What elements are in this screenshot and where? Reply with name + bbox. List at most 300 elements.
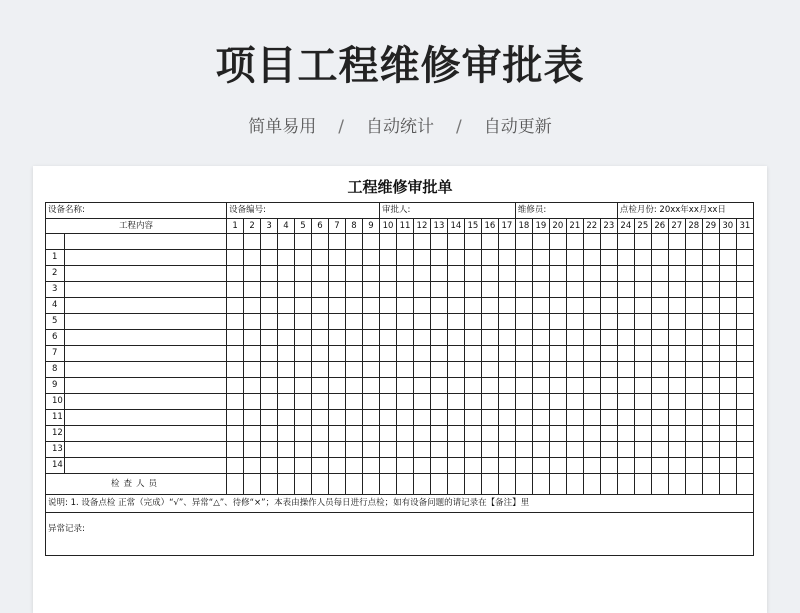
item-8-day-7[interactable]	[328, 362, 345, 378]
item-12-day-10[interactable]	[380, 426, 397, 442]
item-12-day-2[interactable]	[244, 426, 261, 442]
item-14-day-17[interactable]	[498, 458, 515, 474]
abnormal-record-field[interactable]: 异常记录:	[46, 513, 754, 556]
item-11-day-23[interactable]	[600, 410, 617, 426]
item-5-day-26[interactable]	[651, 314, 668, 330]
item-14-day-10[interactable]	[380, 458, 397, 474]
inspector-day-29[interactable]	[702, 474, 719, 495]
item-10-day-5[interactable]	[295, 394, 312, 410]
item-8-day-11[interactable]	[396, 362, 413, 378]
item-11-day-13[interactable]	[430, 410, 447, 426]
item-9-day-8[interactable]	[345, 378, 362, 394]
blank-day-31[interactable]	[736, 234, 753, 250]
item-12-day-16[interactable]	[481, 426, 498, 442]
item-6-day-13[interactable]	[430, 330, 447, 346]
item-9-day-21[interactable]	[566, 378, 583, 394]
item-10-day-9[interactable]	[362, 394, 379, 410]
item-9-day-25[interactable]	[634, 378, 651, 394]
item-11-day-9[interactable]	[362, 410, 379, 426]
item-8-day-21[interactable]	[566, 362, 583, 378]
item-2-day-21[interactable]	[566, 266, 583, 282]
item-11-day-2[interactable]	[244, 410, 261, 426]
item-3-day-30[interactable]	[719, 282, 736, 298]
item-7-day-4[interactable]	[278, 346, 295, 362]
item-1-day-26[interactable]	[651, 250, 668, 266]
item-5-day-15[interactable]	[464, 314, 481, 330]
item-13-day-27[interactable]	[668, 442, 685, 458]
item-7-day-12[interactable]	[413, 346, 430, 362]
item-10-day-16[interactable]	[481, 394, 498, 410]
item-1-day-7[interactable]	[328, 250, 345, 266]
item-7-day-9[interactable]	[362, 346, 379, 362]
item-8-day-17[interactable]	[498, 362, 515, 378]
item-3-day-27[interactable]	[668, 282, 685, 298]
item-13-day-18[interactable]	[515, 442, 532, 458]
item-11-day-6[interactable]	[311, 410, 328, 426]
item-6-day-3[interactable]	[261, 330, 278, 346]
item-11-day-15[interactable]	[464, 410, 481, 426]
item-5-day-9[interactable]	[362, 314, 379, 330]
item-8-day-26[interactable]	[651, 362, 668, 378]
item-9-day-18[interactable]	[515, 378, 532, 394]
item-5-day-2[interactable]	[244, 314, 261, 330]
item-6-day-17[interactable]	[498, 330, 515, 346]
inspector-day-4[interactable]	[278, 474, 295, 495]
item-11-day-27[interactable]	[668, 410, 685, 426]
item-1-day-11[interactable]	[396, 250, 413, 266]
item-8-day-24[interactable]	[617, 362, 634, 378]
item-7-day-14[interactable]	[447, 346, 464, 362]
item-9-day-29[interactable]	[702, 378, 719, 394]
item-6-day-20[interactable]	[549, 330, 566, 346]
item-13-day-4[interactable]	[278, 442, 295, 458]
item-5-day-6[interactable]	[311, 314, 328, 330]
item-10-day-24[interactable]	[617, 394, 634, 410]
item-14-day-14[interactable]	[447, 458, 464, 474]
item-11-day-5[interactable]	[295, 410, 312, 426]
item-14-day-26[interactable]	[651, 458, 668, 474]
item-4-day-28[interactable]	[685, 298, 702, 314]
blank-day-29[interactable]	[702, 234, 719, 250]
item-1-day-22[interactable]	[583, 250, 600, 266]
item-5-day-30[interactable]	[719, 314, 736, 330]
item-6-day-16[interactable]	[481, 330, 498, 346]
item-11-day-26[interactable]	[651, 410, 668, 426]
item-1-day-8[interactable]	[345, 250, 362, 266]
item-13-day-10[interactable]	[380, 442, 397, 458]
item-11-day-30[interactable]	[719, 410, 736, 426]
item-5-day-23[interactable]	[600, 314, 617, 330]
item-11-day-31[interactable]	[736, 410, 753, 426]
item-6-day-29[interactable]	[702, 330, 719, 346]
item-12-day-29[interactable]	[702, 426, 719, 442]
item-13-day-21[interactable]	[566, 442, 583, 458]
item-14-day-28[interactable]	[685, 458, 702, 474]
item-9-day-15[interactable]	[464, 378, 481, 394]
item-3-day-7[interactable]	[328, 282, 345, 298]
item-5-day-7[interactable]	[328, 314, 345, 330]
item-2-day-7[interactable]	[328, 266, 345, 282]
item-8-day-2[interactable]	[244, 362, 261, 378]
item-12-day-18[interactable]	[515, 426, 532, 442]
work-content-cell[interactable]	[65, 346, 227, 362]
blank-day-24[interactable]	[617, 234, 634, 250]
item-8-day-27[interactable]	[668, 362, 685, 378]
item-5-day-13[interactable]	[430, 314, 447, 330]
item-10-day-1[interactable]	[227, 394, 244, 410]
item-2-day-12[interactable]	[413, 266, 430, 282]
item-8-day-23[interactable]	[600, 362, 617, 378]
item-14-day-6[interactable]	[311, 458, 328, 474]
item-14-day-4[interactable]	[278, 458, 295, 474]
inspector-day-8[interactable]	[345, 474, 362, 495]
item-12-day-21[interactable]	[566, 426, 583, 442]
item-2-day-27[interactable]	[668, 266, 685, 282]
item-7-day-11[interactable]	[396, 346, 413, 362]
item-11-day-19[interactable]	[532, 410, 549, 426]
blank-day-27[interactable]	[668, 234, 685, 250]
item-9-day-6[interactable]	[311, 378, 328, 394]
item-8-day-29[interactable]	[702, 362, 719, 378]
item-4-day-31[interactable]	[736, 298, 753, 314]
item-9-day-12[interactable]	[413, 378, 430, 394]
item-10-day-15[interactable]	[464, 394, 481, 410]
item-3-day-1[interactable]	[227, 282, 244, 298]
item-12-day-26[interactable]	[651, 426, 668, 442]
item-4-day-27[interactable]	[668, 298, 685, 314]
item-13-day-12[interactable]	[413, 442, 430, 458]
item-3-day-26[interactable]	[651, 282, 668, 298]
item-4-day-29[interactable]	[702, 298, 719, 314]
item-3-day-3[interactable]	[261, 282, 278, 298]
inspector-day-5[interactable]	[295, 474, 312, 495]
item-10-day-3[interactable]	[261, 394, 278, 410]
item-11-day-21[interactable]	[566, 410, 583, 426]
blank-day-13[interactable]	[430, 234, 447, 250]
item-13-day-17[interactable]	[498, 442, 515, 458]
item-10-day-11[interactable]	[396, 394, 413, 410]
item-6-day-7[interactable]	[328, 330, 345, 346]
item-6-day-11[interactable]	[396, 330, 413, 346]
item-4-day-26[interactable]	[651, 298, 668, 314]
item-5-day-31[interactable]	[736, 314, 753, 330]
item-8-day-31[interactable]	[736, 362, 753, 378]
item-2-day-3[interactable]	[261, 266, 278, 282]
item-10-day-25[interactable]	[634, 394, 651, 410]
item-7-day-28[interactable]	[685, 346, 702, 362]
item-5-day-28[interactable]	[685, 314, 702, 330]
item-4-day-14[interactable]	[447, 298, 464, 314]
item-5-day-18[interactable]	[515, 314, 532, 330]
item-2-day-5[interactable]	[295, 266, 312, 282]
item-3-day-10[interactable]	[380, 282, 397, 298]
item-1-day-10[interactable]	[380, 250, 397, 266]
item-7-day-24[interactable]	[617, 346, 634, 362]
item-5-day-19[interactable]	[532, 314, 549, 330]
item-7-day-23[interactable]	[600, 346, 617, 362]
inspector-day-20[interactable]	[549, 474, 566, 495]
item-13-day-3[interactable]	[261, 442, 278, 458]
item-12-day-31[interactable]	[736, 426, 753, 442]
inspector-day-7[interactable]	[328, 474, 345, 495]
item-4-day-8[interactable]	[345, 298, 362, 314]
item-10-day-18[interactable]	[515, 394, 532, 410]
item-2-day-25[interactable]	[634, 266, 651, 282]
item-14-day-16[interactable]	[481, 458, 498, 474]
item-12-day-14[interactable]	[447, 426, 464, 442]
item-8-day-16[interactable]	[481, 362, 498, 378]
item-7-day-26[interactable]	[651, 346, 668, 362]
item-8-day-30[interactable]	[719, 362, 736, 378]
inspector-day-31[interactable]	[736, 474, 753, 495]
item-10-day-31[interactable]	[736, 394, 753, 410]
item-6-day-30[interactable]	[719, 330, 736, 346]
blank-day-16[interactable]	[481, 234, 498, 250]
item-13-day-23[interactable]	[600, 442, 617, 458]
blank-day-20[interactable]	[549, 234, 566, 250]
item-2-day-11[interactable]	[396, 266, 413, 282]
item-8-day-25[interactable]	[634, 362, 651, 378]
item-12-day-13[interactable]	[430, 426, 447, 442]
item-4-day-12[interactable]	[413, 298, 430, 314]
item-13-day-20[interactable]	[549, 442, 566, 458]
work-content-cell[interactable]	[65, 442, 227, 458]
item-7-day-13[interactable]	[430, 346, 447, 362]
item-14-day-31[interactable]	[736, 458, 753, 474]
item-9-day-24[interactable]	[617, 378, 634, 394]
item-11-day-12[interactable]	[413, 410, 430, 426]
item-9-day-31[interactable]	[736, 378, 753, 394]
item-3-day-28[interactable]	[685, 282, 702, 298]
item-5-day-22[interactable]	[583, 314, 600, 330]
item-13-day-15[interactable]	[464, 442, 481, 458]
item-14-day-11[interactable]	[396, 458, 413, 474]
item-2-day-22[interactable]	[583, 266, 600, 282]
item-1-day-3[interactable]	[261, 250, 278, 266]
item-6-day-15[interactable]	[464, 330, 481, 346]
inspector-day-12[interactable]	[413, 474, 430, 495]
item-1-day-24[interactable]	[617, 250, 634, 266]
item-5-day-20[interactable]	[549, 314, 566, 330]
item-7-day-16[interactable]	[481, 346, 498, 362]
item-10-day-10[interactable]	[380, 394, 397, 410]
inspector-day-16[interactable]	[481, 474, 498, 495]
item-2-day-15[interactable]	[464, 266, 481, 282]
blank-content-cell[interactable]	[65, 234, 227, 250]
work-content-cell[interactable]	[65, 394, 227, 410]
item-11-day-17[interactable]	[498, 410, 515, 426]
item-7-day-10[interactable]	[380, 346, 397, 362]
item-4-day-11[interactable]	[396, 298, 413, 314]
item-5-day-8[interactable]	[345, 314, 362, 330]
item-11-day-7[interactable]	[328, 410, 345, 426]
item-12-day-11[interactable]	[396, 426, 413, 442]
inspector-day-18[interactable]	[515, 474, 532, 495]
item-14-day-15[interactable]	[464, 458, 481, 474]
item-10-day-29[interactable]	[702, 394, 719, 410]
item-2-day-31[interactable]	[736, 266, 753, 282]
item-10-day-27[interactable]	[668, 394, 685, 410]
blank-day-11[interactable]	[396, 234, 413, 250]
item-7-day-25[interactable]	[634, 346, 651, 362]
blank-day-21[interactable]	[566, 234, 583, 250]
item-2-day-9[interactable]	[362, 266, 379, 282]
item-3-day-8[interactable]	[345, 282, 362, 298]
item-13-day-25[interactable]	[634, 442, 651, 458]
item-14-day-23[interactable]	[600, 458, 617, 474]
item-7-day-29[interactable]	[702, 346, 719, 362]
item-1-day-4[interactable]	[278, 250, 295, 266]
item-8-day-15[interactable]	[464, 362, 481, 378]
item-1-day-23[interactable]	[600, 250, 617, 266]
item-10-day-26[interactable]	[651, 394, 668, 410]
item-14-day-21[interactable]	[566, 458, 583, 474]
item-3-day-12[interactable]	[413, 282, 430, 298]
item-9-day-7[interactable]	[328, 378, 345, 394]
inspector-day-1[interactable]	[227, 474, 244, 495]
item-10-day-28[interactable]	[685, 394, 702, 410]
item-1-day-18[interactable]	[515, 250, 532, 266]
item-12-day-1[interactable]	[227, 426, 244, 442]
item-1-day-31[interactable]	[736, 250, 753, 266]
item-3-day-24[interactable]	[617, 282, 634, 298]
item-6-day-8[interactable]	[345, 330, 362, 346]
item-1-day-5[interactable]	[295, 250, 312, 266]
item-13-day-31[interactable]	[736, 442, 753, 458]
repairer-field[interactable]: 维修员:	[515, 203, 617, 219]
item-2-day-19[interactable]	[532, 266, 549, 282]
item-1-day-6[interactable]	[311, 250, 328, 266]
item-6-day-24[interactable]	[617, 330, 634, 346]
blank-day-28[interactable]	[685, 234, 702, 250]
blank-day-12[interactable]	[413, 234, 430, 250]
item-4-day-13[interactable]	[430, 298, 447, 314]
item-7-day-15[interactable]	[464, 346, 481, 362]
item-13-day-6[interactable]	[311, 442, 328, 458]
inspector-day-6[interactable]	[311, 474, 328, 495]
item-2-day-26[interactable]	[651, 266, 668, 282]
item-9-day-28[interactable]	[685, 378, 702, 394]
item-10-day-23[interactable]	[600, 394, 617, 410]
item-9-day-23[interactable]	[600, 378, 617, 394]
item-6-day-28[interactable]	[685, 330, 702, 346]
inspector-day-21[interactable]	[566, 474, 583, 495]
item-12-day-4[interactable]	[278, 426, 295, 442]
device-no-field[interactable]: 设备编号:	[227, 203, 380, 219]
item-14-day-22[interactable]	[583, 458, 600, 474]
item-5-day-27[interactable]	[668, 314, 685, 330]
item-9-day-17[interactable]	[498, 378, 515, 394]
item-13-day-28[interactable]	[685, 442, 702, 458]
item-3-day-17[interactable]	[498, 282, 515, 298]
blank-day-8[interactable]	[345, 234, 362, 250]
item-13-day-11[interactable]	[396, 442, 413, 458]
item-4-day-4[interactable]	[278, 298, 295, 314]
item-3-day-15[interactable]	[464, 282, 481, 298]
item-14-day-2[interactable]	[244, 458, 261, 474]
item-8-day-14[interactable]	[447, 362, 464, 378]
item-1-day-21[interactable]	[566, 250, 583, 266]
item-14-day-30[interactable]	[719, 458, 736, 474]
item-4-day-24[interactable]	[617, 298, 634, 314]
inspector-day-26[interactable]	[651, 474, 668, 495]
item-10-day-30[interactable]	[719, 394, 736, 410]
item-8-day-19[interactable]	[532, 362, 549, 378]
item-4-day-16[interactable]	[481, 298, 498, 314]
item-13-day-14[interactable]	[447, 442, 464, 458]
item-12-day-3[interactable]	[261, 426, 278, 442]
item-13-day-22[interactable]	[583, 442, 600, 458]
item-11-day-25[interactable]	[634, 410, 651, 426]
item-3-day-23[interactable]	[600, 282, 617, 298]
item-14-day-1[interactable]	[227, 458, 244, 474]
item-10-day-19[interactable]	[532, 394, 549, 410]
work-content-cell[interactable]	[65, 378, 227, 394]
item-1-day-9[interactable]	[362, 250, 379, 266]
item-8-day-10[interactable]	[380, 362, 397, 378]
item-5-day-29[interactable]	[702, 314, 719, 330]
item-14-day-9[interactable]	[362, 458, 379, 474]
item-5-day-21[interactable]	[566, 314, 583, 330]
item-12-day-22[interactable]	[583, 426, 600, 442]
work-content-cell[interactable]	[65, 298, 227, 314]
item-9-day-13[interactable]	[430, 378, 447, 394]
work-content-cell[interactable]	[65, 266, 227, 282]
item-10-day-12[interactable]	[413, 394, 430, 410]
item-1-day-15[interactable]	[464, 250, 481, 266]
work-content-cell[interactable]	[65, 250, 227, 266]
item-4-day-20[interactable]	[549, 298, 566, 314]
item-2-day-29[interactable]	[702, 266, 719, 282]
item-6-day-31[interactable]	[736, 330, 753, 346]
item-7-day-20[interactable]	[549, 346, 566, 362]
item-9-day-1[interactable]	[227, 378, 244, 394]
work-content-cell[interactable]	[65, 458, 227, 474]
item-3-day-5[interactable]	[295, 282, 312, 298]
item-6-day-10[interactable]	[380, 330, 397, 346]
approver-field[interactable]: 审批人:	[380, 203, 516, 219]
item-5-day-4[interactable]	[278, 314, 295, 330]
item-2-day-2[interactable]	[244, 266, 261, 282]
item-10-day-13[interactable]	[430, 394, 447, 410]
item-4-day-18[interactable]	[515, 298, 532, 314]
blank-day-15[interactable]	[464, 234, 481, 250]
blank-day-5[interactable]	[295, 234, 312, 250]
item-4-day-30[interactable]	[719, 298, 736, 314]
item-2-day-18[interactable]	[515, 266, 532, 282]
item-6-day-9[interactable]	[362, 330, 379, 346]
work-content-cell[interactable]	[65, 314, 227, 330]
item-1-day-27[interactable]	[668, 250, 685, 266]
item-6-day-25[interactable]	[634, 330, 651, 346]
item-3-day-4[interactable]	[278, 282, 295, 298]
item-4-day-10[interactable]	[380, 298, 397, 314]
item-11-day-22[interactable]	[583, 410, 600, 426]
item-1-day-20[interactable]	[549, 250, 566, 266]
item-7-day-30[interactable]	[719, 346, 736, 362]
item-6-day-19[interactable]	[532, 330, 549, 346]
work-content-cell[interactable]	[65, 362, 227, 378]
item-14-day-7[interactable]	[328, 458, 345, 474]
item-3-day-13[interactable]	[430, 282, 447, 298]
item-4-day-2[interactable]	[244, 298, 261, 314]
item-10-day-4[interactable]	[278, 394, 295, 410]
item-7-day-18[interactable]	[515, 346, 532, 362]
item-8-day-13[interactable]	[430, 362, 447, 378]
item-8-day-12[interactable]	[413, 362, 430, 378]
item-7-day-31[interactable]	[736, 346, 753, 362]
blank-day-1[interactable]	[227, 234, 244, 250]
